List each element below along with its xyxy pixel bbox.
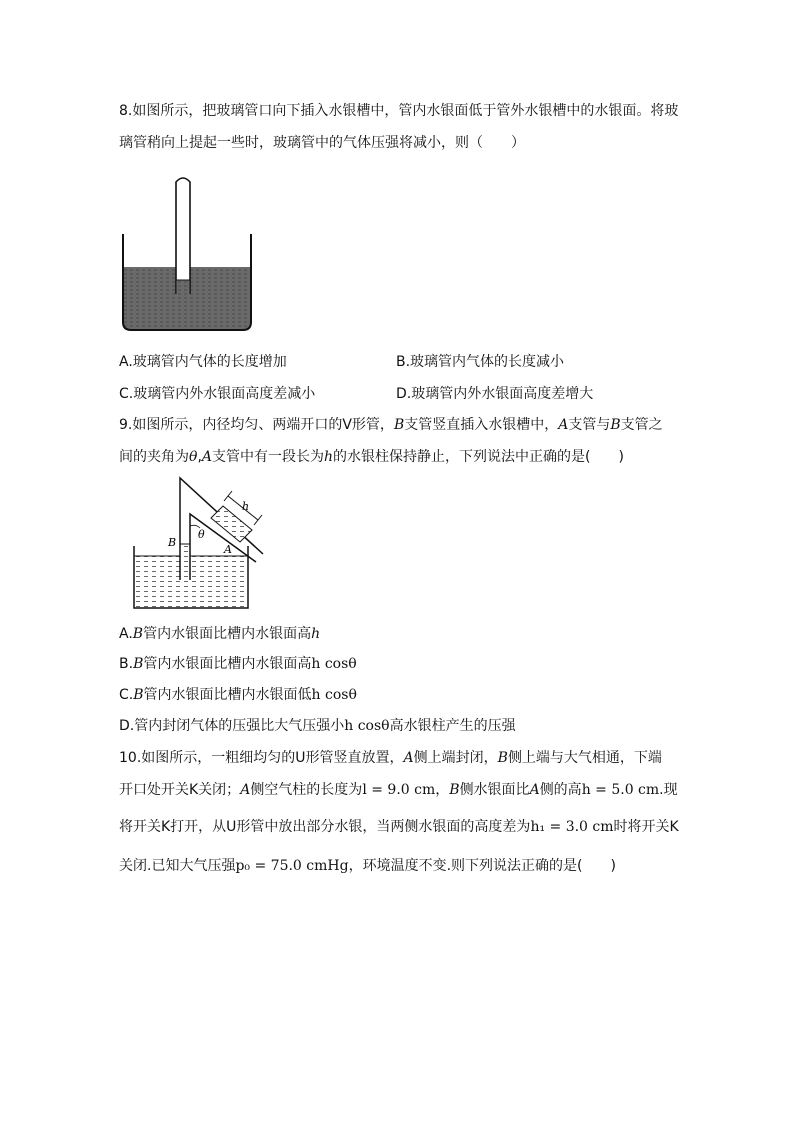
label-theta: θ <box>198 528 205 541</box>
b-tube-mercury <box>180 544 190 580</box>
glass-tube-interior <box>176 178 190 294</box>
q8-option-b[interactable]: B.玻璃管内气体的长度减小 <box>396 354 565 370</box>
tube-mercury <box>177 280 189 294</box>
q10-stem-line3: 将开关K打开，从U形管中放出部分水银，当两侧水银面的高度差为h₁ = 3.0 cm时将开关K <box>119 819 679 835</box>
h-dimension-tick-bottom <box>254 515 262 525</box>
q8-stem-line2: 璃管稍向上提起一些时，玻璃管中的气体压强将减小，则（ ） <box>119 135 525 151</box>
q9-stem-line2: 间的夹角为θ,A支管中有一段长为h的水银柱保持静止，下列说法中正确的是( ) <box>119 449 624 465</box>
q10-stem-line1: 10.如图所示，一粗细均匀的U形管竖直放置，A侧上端封闭，B侧上端与大气相通，下端 <box>119 750 662 766</box>
q9-option-d[interactable]: D.管内封闭气体的压强比大气压强小h cosθ高水银柱产生的压强 <box>119 718 516 734</box>
label-b: B <box>168 536 177 549</box>
q8-option-c[interactable]: C.玻璃管内外水银面高度差减小 <box>119 386 316 402</box>
q9-figure-v-tube <box>128 474 278 614</box>
label-a: A <box>224 543 232 556</box>
q9-option-b[interactable]: B.B管内水银面比槽内水银面高h cosθ <box>119 656 357 672</box>
q8-option-d[interactable]: D.玻璃管内外水银面高度差增大 <box>396 386 594 402</box>
q9-option-c[interactable]: C.B管内水银面比槽内水银面低h cosθ <box>119 687 357 703</box>
q9-stem-line1: 9.如图所示，内径均匀、两端开口的V形管，B支管竖直插入水银槽中，A支管与B支管之 <box>119 417 663 433</box>
h-dimension-tick-top <box>224 491 232 501</box>
q8-stem-line1: 8.如图所示，把玻璃管口向下插入水银槽中，管内水银面低于管外水银槽中的水银面。将玻 <box>119 103 679 119</box>
q8-figure-tube-in-mercury <box>118 172 256 334</box>
q8-option-a[interactable]: A.玻璃管内气体的长度增加 <box>119 354 287 370</box>
label-h: h <box>242 500 250 513</box>
q10-stem-line4: 关闭.已知大气压强p₀ = 75.0 cmHg，环境温度不变.则下列说法正确的是( ) <box>119 858 616 874</box>
q9-option-a[interactable]: A.B管内水银面比槽内水银面高h <box>119 626 321 642</box>
trough-mercury <box>134 556 248 608</box>
q10-stem-line2: 开口处开关K关闭；A侧空气柱的长度为l = 9.0 cm，B侧水银面比A侧的高h = 5.0 cm.现 <box>119 782 678 798</box>
